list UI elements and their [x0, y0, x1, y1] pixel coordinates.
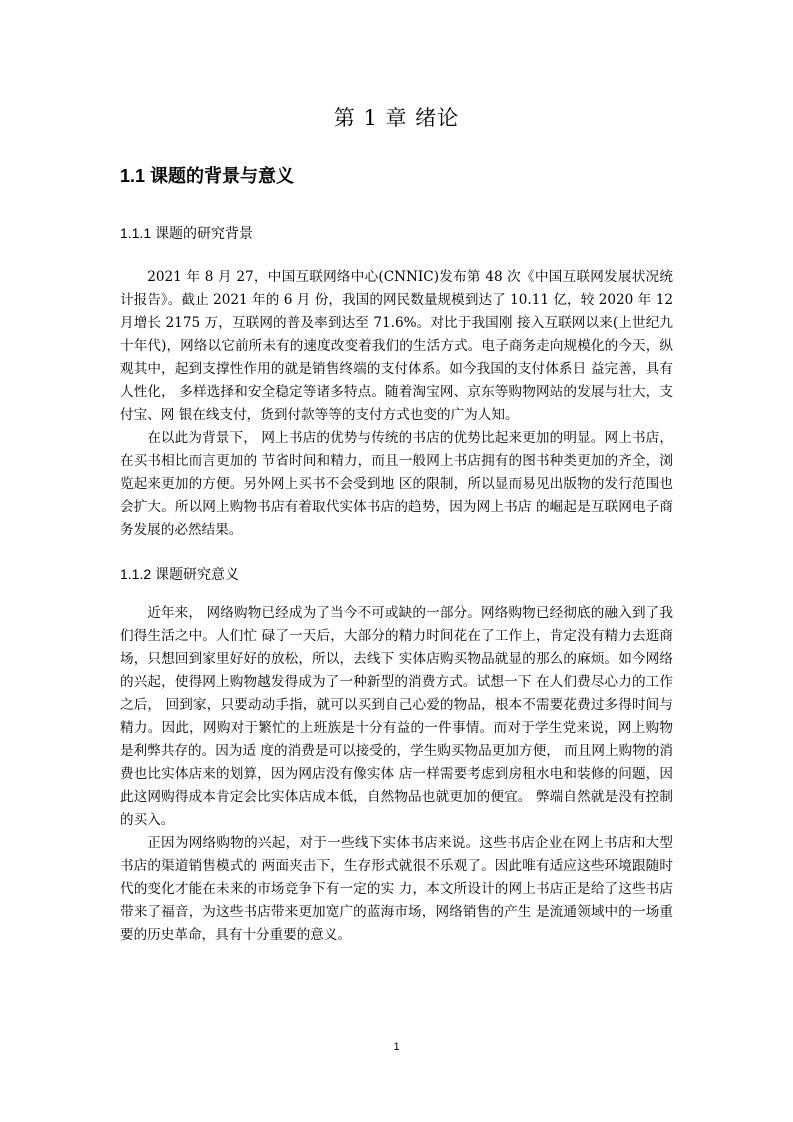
page-number: 1 [393, 1041, 400, 1053]
paragraph: 正因为网络购物的兴起，对于一些线下实体书店来说。这些书店企业在网上书店和大型书店的渠道销售模式的 两面夹击下，生存形式就很不乐观了。因此唯有适应这些环境跟随时代的变化才能在未来的市场竞争下有一定的实 力，本文所设计的网上书店正是给了这些书店带来了福音，为这些书店带来更加宽广的蓝海市场，网络销售的产生 是流通领域中的一场重要的历史革命，具有十分重要的意义。 [120, 835, 673, 943]
chapter-title: 第 1 章 绪论 [333, 106, 460, 130]
subsection-title-research-background: 1.1.1 课题的研究背景 [120, 225, 254, 241]
research-background-body [120, 266, 673, 542]
paragraph: 近年来， 网络购物已经成为了当今不可或缺的一部分。网络购物已经彻底的融入到了我们得生活之中。人们忙 碌了一天后，大部分的精力时间花在了工作上，肯定没有精力去逛商场，只想回到家里好好的放松，所以，去线下 实体店购买物品就显的那么的麻烦。如今网络的兴起，使得网上购物越发得成为了一种新型的消费方式。试想一下 在人们费尽心力的工作之后， 回到家，只要动动手指，就可以买到自己心爱的物品，根本不需要花费过多得时间与 精力。因此，网购对于繁忙的上班族是十分有益的一件事情。而对于学生党来说，网上购物是利弊共存的。因为适 度的消费是可以接受的，学生购买物品更加方便， 而且网上购物的消费也比实体店来的划算，因为网店没有像实体 店一样需要考虑到房租水电和装修的问题，因此这网购得成本肯定会比实体店成本低，自然物品也就更加的便宜。 弊端自然就是没有控制的买入。 [120, 605, 673, 828]
research-significance-body [120, 602, 673, 947]
paragraph: 在以此为背景下， 网上书店的优势与传统的书店的优势比起来更加的明显。网上书店，在买书相比而言更加的 节省时间和精力，而且一般网上书店拥有的图书种类更加的齐全，浏览起来更加的方便。另外网上买书不会受到地 区的限制，所以显而易见出版物的发行范围也会扩大。所以网上购物书店有着取代实体书店的趋势，因为网上书店 的崛起是互联网电子商务发展的必然结果。 [120, 430, 673, 538]
section-title: 1.1 课题的背景与意义 [120, 166, 295, 186]
subsection-title-research-significance: 1.1.2 课题研究意义 [120, 566, 240, 582]
paragraph: 2021 年 8 月 27，中国互联网络中心(CNNIC)发布第 48 次《中国互联网发展状况统计报告》。截止 2021 年的 6 月 份，我国的网民数量规模到达了 10.11 亿，较 2020 年 12 月增长 2175 万，互联网的普及率到达至 71.6%。对比于我国刚 接入互联网以来(上世纪九十年代)，网络以它前所未有的速度改变着我们的生活方式。电子商务走向规模化的今天，纵观其中，起到支撑性作用的就是销售终端的支付体系。如今我国的支付体系日 益完善，具有人性化， 多样选择和安全稳定等诸多特点。随着淘宝网、京东等购物网站的发展与壮大，支付宝、网 银在线支付，货到付款等等的支付方式也变的广为人知。 [120, 269, 673, 423]
